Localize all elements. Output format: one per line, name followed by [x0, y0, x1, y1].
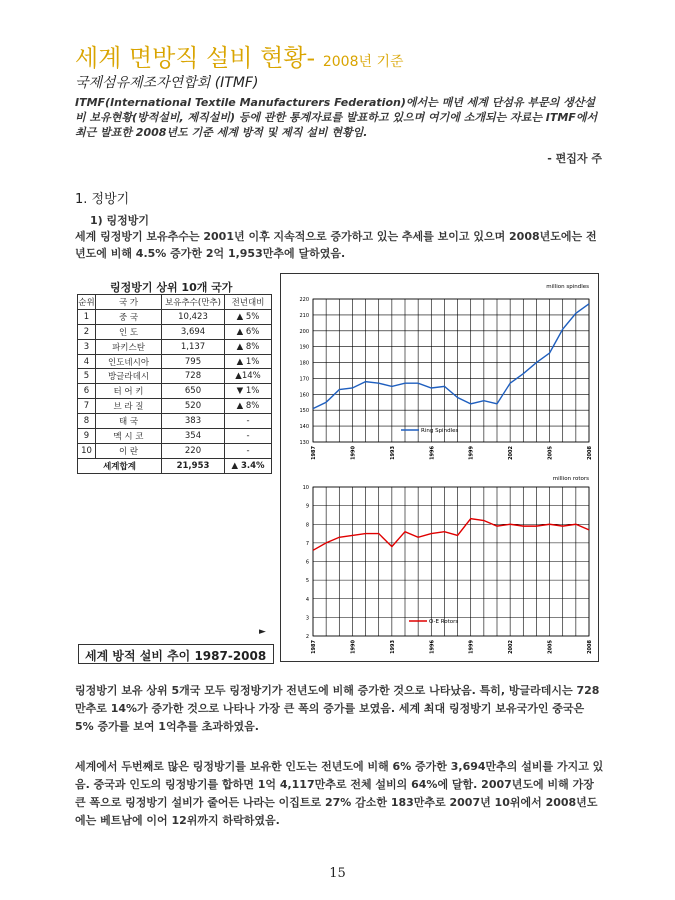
paragraph-1: 세계 링정방기 보유추수는 2001년 이후 지속적으로 증가하고 있는 추세를 보이고 있으며 2008년도에는 전년도에 비해 4.5% 증가한 2억 1,953만추에 달하였음.: [75, 230, 597, 260]
header-rank: 순위: [78, 295, 96, 310]
series-line: [313, 304, 589, 409]
rank-cell: 8: [78, 414, 96, 429]
spindles-cell: 650: [162, 384, 225, 399]
country-cell: 브 라 질: [96, 399, 162, 414]
country-cell: 이 란: [96, 443, 162, 458]
change-cell: ▲ 5%: [225, 309, 272, 324]
spindles-cell: 1,137: [162, 339, 225, 354]
spindles-cell: 3,694: [162, 324, 225, 339]
rank-cell: 4: [78, 354, 96, 369]
country-cell: 멕 시 코: [96, 429, 162, 444]
table-row: [78, 429, 272, 444]
x-tick-label: 2005: [547, 640, 554, 654]
table-row: [78, 384, 272, 399]
change-cell: ▲ 1%: [225, 354, 272, 369]
chart-frame: [280, 273, 599, 662]
y-tick-label: 220: [299, 297, 309, 303]
spindles-cell: 383: [162, 414, 225, 429]
unit-label: million spindles: [546, 284, 589, 290]
x-tick-label: 1996: [429, 640, 436, 654]
rank-cell: 9: [78, 429, 96, 444]
change-cell: ▼ 1%: [225, 384, 272, 399]
table-row: [78, 443, 272, 458]
y-tick-label: 2: [305, 634, 309, 640]
y-tick-label: 5: [305, 578, 309, 585]
title-main: 세계 면방직 설비 현황-: [75, 44, 316, 72]
spindles-cell: 10,423: [162, 309, 225, 324]
y-tick-label: 170: [299, 376, 309, 383]
chart-caption: 세계 방적 설비 추이 1987-2008: [78, 644, 274, 664]
ranking-table: [77, 294, 272, 474]
charts-svg: [281, 274, 598, 661]
editor-note: - 편집자 주: [547, 152, 602, 165]
paragraph-2: 링정방기 보유 상위 5개국 모두 링정방기가 전년도에 비해 증가한 것으로 나타났음. 특히, 방글라데시는 728만추로 14%가 증가한 것으로 나타나 가장 큰 폭의 증가를 보였음. 세계 최대 링정방기 보유국가인 중국은 5% 증가를 보여 1억추를 초과하였음.: [75, 684, 600, 733]
section-heading: 1. 정방기: [75, 192, 130, 207]
country-cell: 태 국: [96, 414, 162, 429]
x-tick-label: 1993: [389, 640, 396, 654]
total-value: 21,953: [162, 458, 225, 473]
spindles-cell: 795: [162, 354, 225, 369]
table-row: [78, 414, 272, 429]
table-title: 링정방기 상위 10개 국가: [110, 281, 233, 294]
y-tick-label: 3: [305, 615, 309, 622]
subsection-heading: 1) 링정방기: [90, 214, 150, 227]
series-line: [313, 519, 589, 551]
y-tick-label: 200: [299, 328, 309, 335]
y-tick-label: 210: [299, 312, 309, 319]
y-tick-label: 160: [299, 392, 309, 399]
unit-label: million rotors: [552, 476, 589, 482]
change-cell: -: [225, 443, 272, 458]
total-change: ▲ 3.4%: [225, 458, 272, 473]
y-tick-label: 10: [302, 485, 309, 491]
legend-label: Ring Spindles: [421, 428, 459, 434]
y-tick-label: 8: [305, 522, 309, 529]
country-cell: 인도네시아: [96, 354, 162, 369]
spindles-cell: 520: [162, 399, 225, 414]
header-spindles: 보유추수(만추): [162, 295, 225, 310]
x-tick-label: 1990: [350, 446, 357, 460]
x-tick-label: 1990: [350, 640, 357, 654]
x-tick-label: 1987: [311, 446, 317, 460]
country-cell: 중 국: [96, 309, 162, 324]
spindles-cell: 220: [162, 443, 225, 458]
arrow-icon: ►: [259, 627, 266, 637]
rank-cell: 1: [78, 309, 96, 324]
x-tick-label: 2005: [547, 446, 554, 460]
header-country: 국 가: [96, 295, 162, 310]
rank-cell: 6: [78, 384, 96, 399]
x-tick-label: 1999: [468, 640, 475, 654]
page-title: [75, 38, 404, 73]
y-tick-label: 6: [305, 559, 309, 566]
rank-cell: 3: [78, 339, 96, 354]
country-cell: 터 어 키: [96, 384, 162, 399]
x-tick-label: 2008: [587, 446, 593, 460]
x-tick-label: 1987: [311, 640, 317, 654]
y-tick-label: 4: [305, 596, 309, 603]
table-row: [78, 369, 272, 384]
y-tick-label: 7: [305, 540, 309, 547]
table-row: [78, 399, 272, 414]
country-cell: 인 도: [96, 324, 162, 339]
x-tick-label: 2002: [508, 446, 515, 460]
change-cell: ▲ 8%: [225, 399, 272, 414]
x-tick-label: 2002: [508, 640, 515, 654]
y-tick-label: 9: [305, 503, 309, 510]
rank-cell: 10: [78, 443, 96, 458]
change-cell: ▲14%: [225, 369, 272, 384]
title-suffix: 2008년 기준: [322, 54, 404, 70]
rank-cell: 7: [78, 399, 96, 414]
rank-cell: 5: [78, 369, 96, 384]
table-row: [78, 339, 272, 354]
y-tick-label: 150: [299, 408, 309, 415]
x-tick-label: 2008: [587, 640, 593, 654]
y-tick-label: 190: [299, 344, 309, 351]
intro-paragraph: ITMF(International Textile Manufacturers Federation)에서는 매년 세계 단섬유 부문의 생산설비 보유현황(방적설비, 제직설비) 등에 관한 통계자료를 발표하고 있으며 여기에 소개되는 자료는 ITMF에서 최근 발표한 2008년도 기준 세계 방적 및 제직 설비 현황임.: [75, 96, 598, 139]
header-change: 전년대비: [225, 295, 272, 310]
x-tick-label: 1996: [429, 446, 436, 460]
paragraph-3: 세계에서 두번째로 많은 링정방기를 보유한 인도는 전년도에 비해 6% 증가한 3,694만추의 설비를 가지고 있음. 중국과 인도의 링정방기를 합하면 1억 4,117만추로 전체 설비의 64%에 달함. 2007년도에 비해 가장 큰 폭으로 링정방기 설비가 줄어든 나라는 이집트로 27% 감소한 183만추로 2007년 10위에서 2008년도에는 베트남에 이어 12위까지 하락하였음.: [75, 760, 604, 827]
country-cell: 파키스탄: [96, 339, 162, 354]
change-cell: ▲ 8%: [225, 339, 272, 354]
total-label: 세계합계: [78, 458, 162, 473]
spindles-cell: 728: [162, 369, 225, 384]
table-row: [78, 354, 272, 369]
spindles-cell: 354: [162, 429, 225, 444]
y-tick-label: 180: [299, 360, 309, 367]
change-cell: -: [225, 414, 272, 429]
y-tick-label: 130: [299, 440, 309, 446]
page-number: 15: [329, 866, 346, 881]
rank-cell: 2: [78, 324, 96, 339]
legend-label: O-E Rotors: [429, 619, 459, 625]
table-header-row: [78, 295, 272, 310]
change-cell: ▲ 6%: [225, 324, 272, 339]
table-row: [78, 309, 272, 324]
y-tick-label: 140: [299, 424, 309, 431]
plot-border: [313, 299, 589, 442]
x-tick-label: 1993: [389, 446, 396, 460]
table-row: [78, 324, 272, 339]
x-tick-label: 1999: [468, 446, 475, 460]
table-total-row: [78, 458, 272, 473]
organization-name: 국제섬유제조자연합회 (ITMF): [75, 75, 259, 91]
change-cell: -: [225, 429, 272, 444]
country-cell: 방글라데시: [96, 369, 162, 384]
